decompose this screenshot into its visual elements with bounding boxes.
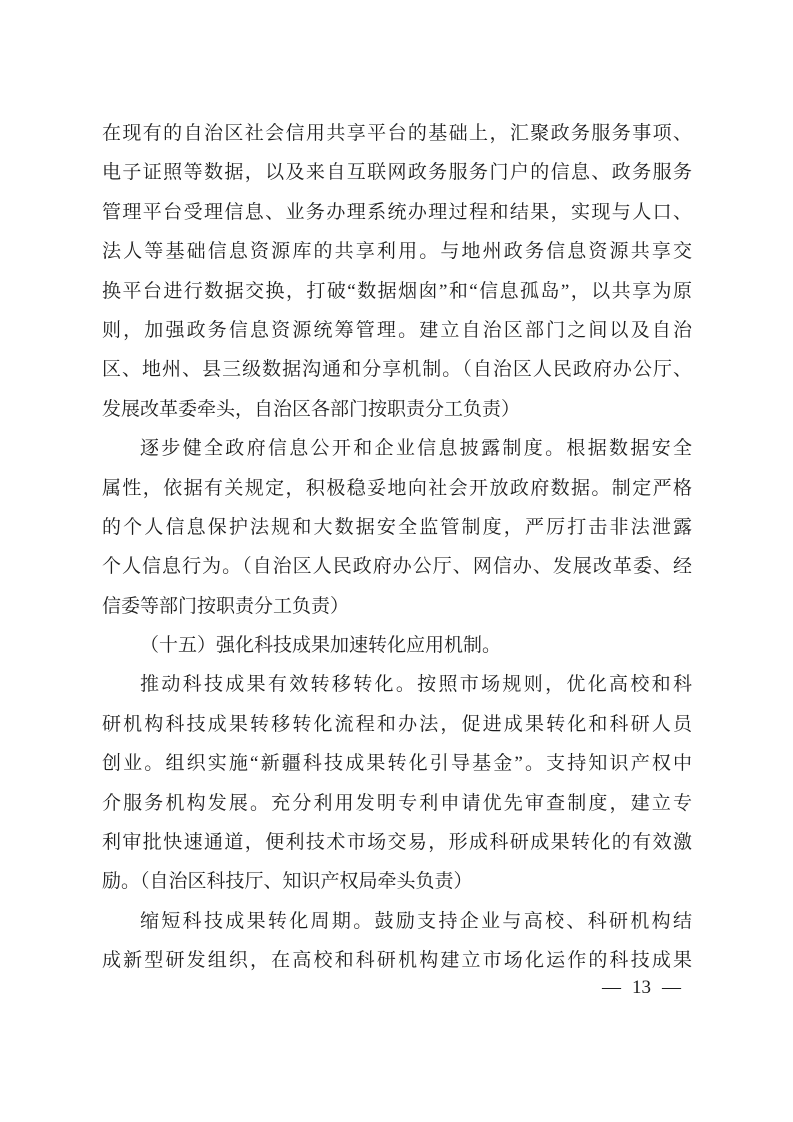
text-line: 信委等部门按职责分工负责） — [102, 595, 350, 617]
text-line: 换平台进行数据交换，打破“数据烟囱”和“信息孤岛”，以共享为原 — [102, 280, 692, 302]
section-heading-text: （十五）强化科技成果加速转化应用机制。 — [140, 635, 502, 657]
text-line: 介服务机构发展。充分利用发明专利申请优先审查制度，建立专 — [102, 792, 692, 814]
text-line: 个人信息行为。（自治区人民政府办公厅、网信办、发展改革委、经 — [102, 556, 692, 578]
page-number: 13 — [632, 977, 651, 998]
text-line: 属性，依据有关规定，积极稳妥地向社会开放政府数据。制定严格 — [102, 477, 692, 499]
section-heading — [102, 626, 692, 665]
text-line: 励。（自治区科技厅、知识产权局牵头负责） — [102, 871, 473, 893]
text-line: 法人等基础信息资源库的共享利用。与地州政务信息资源共享交 — [102, 241, 692, 263]
paragraph — [102, 429, 692, 626]
text-line: 的个人信息保护法规和大数据安全监管制度，严厉打击非法泄露 — [102, 516, 692, 538]
text-line: 区、地州、县三级数据沟通和分享机制。（自治区人民政府办公厅、 — [102, 359, 692, 381]
paragraph — [102, 902, 692, 981]
text-line: 管理平台受理信息、业务办理系统办理过程和结果，实现与人口、 — [102, 201, 692, 223]
text-line: 缩短科技成果转化周期。鼓励支持企业与高校、科研机构结 — [140, 910, 692, 932]
text-line: 利审批快速通道，便利技术市场交易，形成科研成果转化的有效激 — [102, 832, 692, 854]
text-line: 在现有的自治区社会信用共享平台的基础上，汇聚政务服务事项、 — [102, 123, 692, 144]
footer-dash-left: — — [602, 977, 621, 998]
text-line: 发展改革委牵头，自治区各部门按职责分工负责） — [102, 398, 521, 420]
text-line: 研机构科技成果转移转化流程和办法，促进成果转化和科研人员 — [102, 713, 692, 735]
text-line: 推动科技成果有效转移转化。按照市场规则，优化高校和科 — [140, 674, 692, 696]
text-line: 则，加强政务信息资源统筹管理。建立自治区部门之间以及自治 — [102, 319, 692, 341]
text-line: 逐步健全政府信息公开和企业信息披露制度。根据数据安全 — [140, 438, 692, 460]
footer-dash-right: — — [662, 977, 681, 998]
text-line: 创业。组织实施“新疆科技成果转化引导基金”。支持知识产权中 — [102, 753, 692, 775]
page-footer — [602, 977, 681, 999]
text-line: 电子证照等数据，以及来自互联网政务服务门户的信息、政务服务 — [102, 162, 692, 184]
text-line: 成新型研发组织，在高校和科研机构建立市场化运作的科技成果 — [102, 950, 692, 972]
paragraph — [102, 665, 692, 901]
document-body — [102, 114, 692, 981]
paragraph — [102, 114, 692, 429]
